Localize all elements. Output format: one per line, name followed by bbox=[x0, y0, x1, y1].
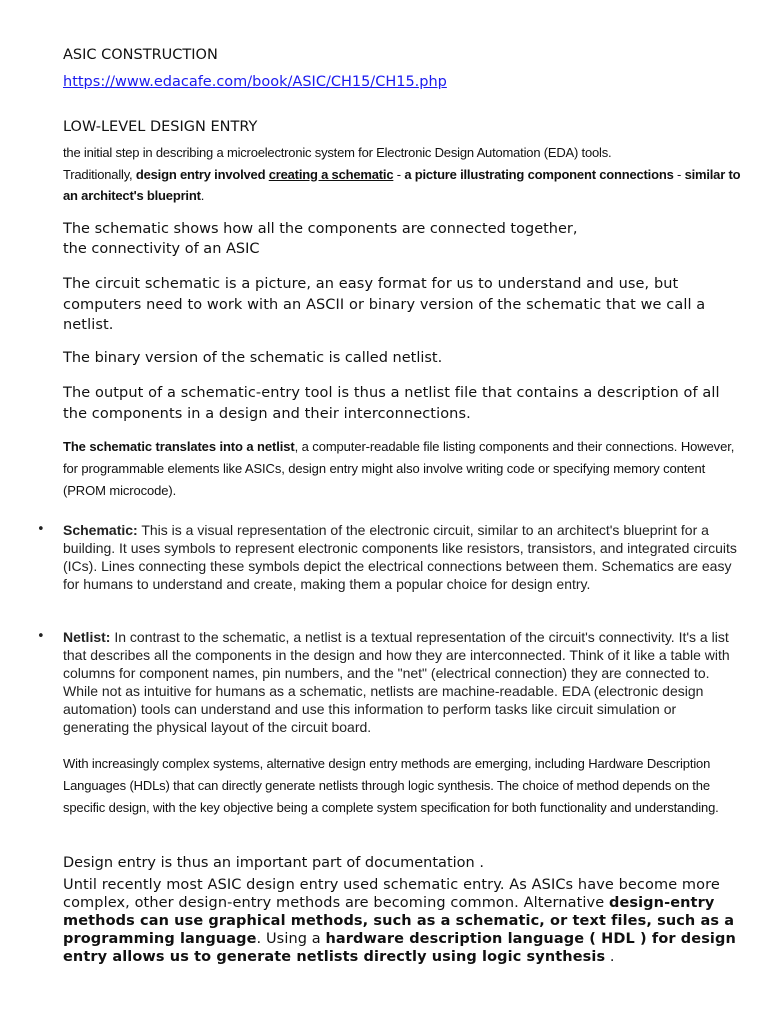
until-bold-hdl: hardware description language ( HDL ) for design entry allows us to generate netlists directly using logic synthesis bbox=[63, 931, 736, 965]
intro-underlined-schematic: creating a schematic bbox=[268, 166, 394, 182]
translates-paragraph: The schematic translates into a netlist, a computer-readable file listing components and their connections. However, for programmable elements like ASICs, design entry might also involve writing code or specifying memory content (PROM microcode). bbox=[63, 439, 735, 498]
intro-bold-picture: a picture illustrating component connections bbox=[404, 166, 674, 182]
schematic-shows-line1: The schematic shows how all the components are connected together, bbox=[63, 221, 578, 237]
schematic-shows-line2: the connectivity of an ASIC bbox=[63, 241, 260, 257]
intro-line: the initial step in describing a microelectronic system for Electronic Design Automation (EDA) tools. bbox=[63, 145, 612, 160]
documentation-paragraph: Design entry is thus an important part of documentation . bbox=[63, 855, 484, 871]
intro-bold-design-entry: design entry involved bbox=[135, 166, 269, 182]
until-recently-paragraph: Until recently most ASIC design entry used schematic entry. As ASICs have become more complex, other design-entry methods are becoming common. Alternative design-entry methods can use graphical methods, such as a schematic, or text files, such as a programming language. Using a hardware description language ( HDL ) for design entry allows us to generate netlists directly using logic synthesis . bbox=[63, 877, 736, 965]
reference-link-line bbox=[63, 72, 743, 92]
complex-systems-paragraph: With increasingly complex systems, alternative design entry methods are emerging, including Hardware Description Languages (HDLs) that can directly generate netlists through logic synthesis. The choice of method depends on the specific design, with the key objective being a complete system specification for both functionality and understanding. bbox=[63, 756, 719, 815]
page-title: ASIC CONSTRUCTION bbox=[63, 47, 218, 63]
binary-version-paragraph: The binary version of the schematic is called netlist. bbox=[63, 350, 443, 366]
bullet-dot-icon: • bbox=[37, 629, 45, 644]
bullet-dot-icon: • bbox=[37, 522, 45, 537]
output-paragraph: The output of a schematic-entry tool is thus a netlist file that contains a description of all the components in a design and their interconnections. bbox=[63, 385, 720, 422]
bullet-term-schematic: Schematic: bbox=[63, 522, 138, 538]
intro-traditionally: Traditionally, design entry involved creating a schematic - a picture illustrating component connections - similar to an architect's blueprint. bbox=[63, 166, 741, 203]
section-heading: LOW-LEVEL DESIGN ENTRY bbox=[63, 119, 258, 135]
translates-bold: The schematic translates into a netlist bbox=[63, 439, 295, 454]
intro-paragraph bbox=[63, 142, 743, 207]
schematic-shows-paragraph bbox=[63, 219, 743, 259]
intro-bold-blueprint: similar to an architect's blueprint bbox=[63, 166, 741, 203]
until-bold-methods: design-entry methods can use graphical methods, such as a schematic, or text files, such as a programming language bbox=[63, 895, 735, 947]
bullet-term-netlist: Netlist: bbox=[63, 629, 111, 645]
bullet-item-schematic: • Schematic: This is a visual representation of the electronic circuit, similar to an architect's blueprint for a building. It uses symbols to represent electronic components like resistors, transistors, and integrated circuits (ICs). Lines connecting these symbols depict the electrical connections between them. Schematics are easy for humans to understand and create, making them a popular choice for design entry. bbox=[37, 522, 737, 592]
bullet-item-netlist: • Netlist: In contrast to the schematic, a netlist is a textual representation of the circuit's connectivity. It's a list that describes all the components in the design and how they are interconnected. Think of it like a table with columns for component names, pin numbers, and the "net" (electrical connection) they are connected to. While not as intuitive for humans as a schematic, netlists are machine-readable. EDA (electronic design automation) tools can understand and use this information to perform tasks like circuit simulation or generating the physical layout of the circuit board. bbox=[37, 629, 730, 735]
reference-link[interactable]: https://www.edacafe.com/book/ASIC/CH15/CH15.php bbox=[63, 74, 447, 90]
circuit-schematic-paragraph: The circuit schematic is a picture, an easy format for us to understand and use, but computers need to work with an ASCII or binary version of the schematic that we call a netlist. bbox=[63, 276, 706, 333]
